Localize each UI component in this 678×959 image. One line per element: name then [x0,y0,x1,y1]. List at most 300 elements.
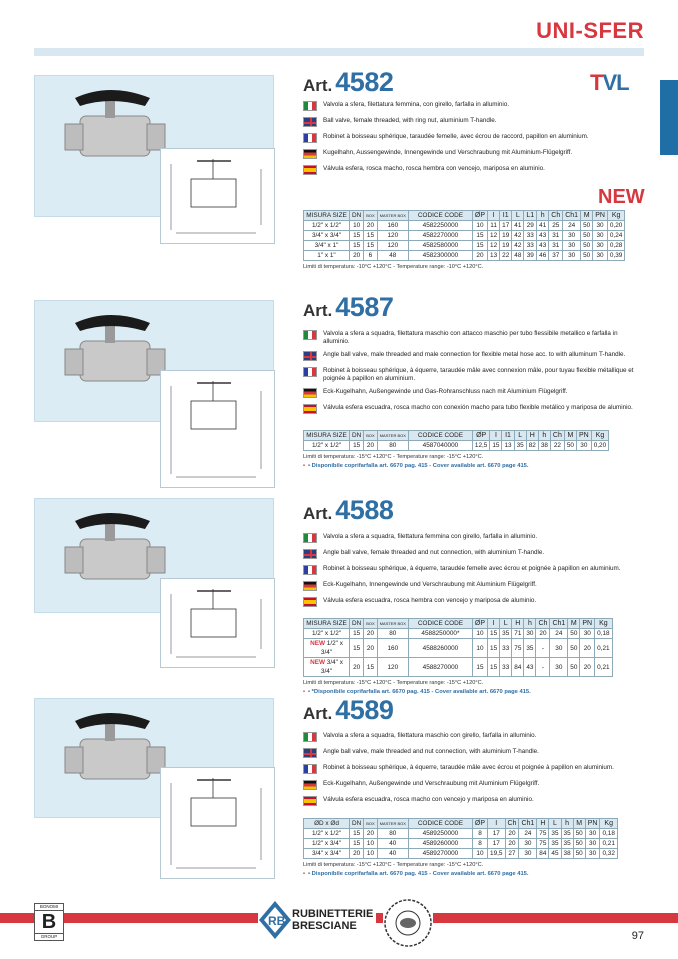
table-cell: 4587040000 [408,441,472,451]
table-cell: 40 [377,839,408,849]
column-header: ØP [472,819,487,829]
table-cell: 20 [536,629,550,639]
article-heading [303,292,393,323]
table-cell: 50 [581,231,593,241]
column-header: H [537,819,549,829]
table-cell: 71 [512,629,524,639]
table-cell: 33 [524,241,537,251]
spec-table-block [303,618,613,695]
description-es [303,796,645,806]
column-header: L [514,431,526,441]
column-header: h [538,431,550,441]
table-cell: 15 [364,658,377,677]
article-prefix: Art. [303,704,333,723]
table-cell: 31 [549,231,563,241]
column-header: DN [350,819,364,829]
table-cell: 40 [377,849,408,859]
table-cell: 11 [488,221,500,231]
description-text: Eck-Kugelhahn, Außengewinde und Verschraubung mit Aluminium Flügelgriff. [323,780,540,787]
table-cell: 17 [500,221,512,231]
description-text: Robinet à boisseau sphérique, à équerre, taraudée mâle avec écrou et poignée à papillon en aluminium. [323,764,614,771]
table-cell: 30 [580,629,595,639]
flag-de-icon [303,581,317,591]
table-cell: 3/4" x 3/4" [304,849,350,859]
table-cell: 20 [364,629,377,639]
table-cell: 30 [519,839,537,849]
new-label: NEW [310,640,327,647]
table-cell: 30 [585,829,600,839]
table-cell: 20 [350,251,364,261]
table-cell: 46 [537,251,549,261]
table-cell: 10 [472,639,487,658]
table-cell: 120 [377,241,408,251]
table-cell: 31 [549,241,563,251]
column-header: MASTER BOX [377,211,408,221]
cover-availability-note [303,463,609,469]
table-cell: 75 [537,829,549,839]
flag-fr-icon [303,133,317,143]
table-cell: 20 [350,658,364,677]
table-cell: 20 [350,849,364,859]
description-text: Válvula esfera escuadra, rosca macho con vencejo y mariposa en aluminio. [323,796,534,803]
flag-fr-icon [303,367,317,377]
bullet-icon: • [303,689,306,695]
temperature-note: Limiti di temperatura: -15°C +120°C - Temperature range: -15°C +120°C. [303,454,484,460]
description-text: Angle ball valve, female threaded and nut connection, with aluminium T-handle. [323,549,545,556]
spec-table [303,618,613,677]
table-cell: 0,20 [607,221,624,231]
svg-text:RB: RB [268,914,286,928]
column-header: M [564,431,576,441]
table-cell: 29 [524,221,537,231]
description-de [303,388,645,398]
table-row [304,839,618,849]
table-cell: 1/2" x 3/4" [304,839,350,849]
table-cell: 17 [488,829,505,839]
description-text: Eck-Kugelhahn, Innengewinde und Verschraubung mit Aluminium Flügelgriff. [323,581,537,588]
table-cell: 15 [350,829,364,839]
section-tab [660,80,678,155]
table-cell: 0,18 [595,629,612,639]
flag-it-icon [303,732,317,742]
table-cell: 45 [549,849,561,859]
technical-drawing [160,578,275,668]
flag-uk-icon [303,351,317,361]
table-cell: 30 [585,849,600,859]
article-number: 4582 [335,67,394,97]
page-number: 97 [631,930,644,942]
column-header: I1 [502,431,514,441]
table-cell: 41 [512,221,524,231]
column-header: Kg [591,431,608,441]
description-es [303,597,645,607]
flag-es-icon [303,796,317,806]
table-cell: 30 [585,839,600,849]
dimension-drawing [161,371,275,488]
table-cell: 50 [573,829,585,839]
table-cell: 30 [550,639,568,658]
temperature-note: Limiti di temperatura: -15°C +120°C - Temperature range: -15°C +120°C. [303,862,484,868]
article-heading [303,695,393,726]
table-cell: 4589260000 [408,839,472,849]
description-text: Robinet à boisseau sphérique, à équerre, taraudée femelle avec écrou et poignée à papillon en aluminium. [323,565,621,572]
table-cell: 20 [505,839,519,849]
table-cell: 24 [563,221,581,231]
column-header: CODICE CODE [408,819,472,829]
table-row [304,849,618,859]
table-cell: 33 [524,231,537,241]
table-cell: 30 [593,231,608,241]
dimension-drawing [161,149,275,244]
column-header: MISURA SIZE [304,211,350,221]
iso-seal-icon [383,898,433,948]
column-header: Kg [607,211,624,221]
table-cell: 15 [350,241,364,251]
logo-top-text: BONOMI [39,904,59,909]
column-header: M [573,819,585,829]
flag-es-icon [303,404,317,414]
column-header: L [549,819,561,829]
table-cell: 15 [490,441,502,451]
flag-it-icon [303,533,317,543]
spec-table-block [303,430,609,469]
column-header: BOX [364,819,377,829]
table-cell: 35 [514,441,526,451]
bonomi-group-logo [34,903,64,941]
description-text: Válvula esfera, rosca macho, rosca hembra con vencejo, mariposa en aluminio. [323,165,545,172]
table-cell: 19,5 [488,849,505,859]
table-cell: - [536,639,550,658]
table-cell: 3/4" x 3/4" [304,231,350,241]
table-cell: 35 [561,829,573,839]
table-cell: 0,20 [591,441,608,451]
description-text: Valvola a sfera a squadra, filettatura maschio con attacco maschio per tubo flessibile metallico e farfalla in alluminio. [323,330,618,345]
column-header: ØP [472,211,487,221]
flag-uk-icon [303,117,317,127]
company-line2: BRESCIANE [292,920,357,932]
table-cell: 35 [549,829,561,839]
table-cell: 24 [550,629,568,639]
column-header: L [512,211,524,221]
spec-table-header [304,431,609,441]
column-header: Ch [549,211,563,221]
table-cell: 38 [561,849,573,859]
table-cell: 3/4" x 1" [304,241,350,251]
table-cell: 8 [472,839,487,849]
description-de [303,149,645,159]
column-header: MASTER BOX [377,431,408,441]
table-cell: 50 [568,658,580,677]
column-header: h [537,211,549,221]
flag-es-icon [303,165,317,175]
table-cell: 41 [537,221,549,231]
brand-title: UNI-SFER [536,18,644,43]
column-header: I [490,431,502,441]
table-cell: 50 [564,441,576,451]
column-header: BOX [364,619,377,629]
description-text: Válvula esfera escuadra, rosca hembra con vencejo y mariposa de aluminio. [323,597,537,604]
table-cell: 15 [350,639,364,658]
table-cell: 22 [550,441,564,451]
description-de [303,581,645,591]
column-header: DN [350,211,364,221]
description-text: Robinet à boisseau sphérique, à équerre, taraudée mâle avec connexion mâle, pour tuyau flexible métallique et poignée à papillon en aluminium. [323,367,634,382]
description-fr [303,764,645,774]
temperature-note: Limiti di temperatura: -15°C +120°C - Temperature range: -15°C +120°C. [303,680,484,686]
table-cell: 33 [500,658,512,677]
table-cell: 15 [350,231,364,241]
table-cell: 30 [563,231,581,241]
technical-drawing [160,148,275,244]
table-cell: 1" x 1" [304,251,350,261]
table-cell: 120 [377,658,408,677]
table-cell: 10 [472,221,487,231]
flag-it-icon [303,330,317,340]
description-list [303,330,645,420]
description-text: Valvola a sfera a squadra, filettatura femmina con girello, farfalla in alluminio. [323,533,538,540]
table-cell: 20 [580,658,595,677]
article-prefix: Art. [303,76,333,95]
table-cell: 30 [563,251,581,261]
table-cell: 120 [377,231,408,241]
table-cell: 80 [377,629,408,639]
table-cell: 4582300000 [408,251,472,261]
table-cell: 75 [512,639,524,658]
table-cell: 20 [580,639,595,658]
table-cell: 20 [472,251,487,261]
table-cell: 15 [364,231,377,241]
description-es [303,165,645,175]
spec-table [303,210,625,261]
description-list [303,732,645,812]
column-header: Ch1 [550,619,568,629]
table-cell: 12 [488,241,500,251]
description-it [303,732,645,742]
table-cell: 12 [488,231,500,241]
bullet-icon: • [303,871,306,877]
table-row [304,241,625,251]
table-row [304,629,613,639]
table-row [304,221,625,231]
column-header: h [561,819,573,829]
table-cell: 20 [505,829,519,839]
description-list [303,533,645,613]
description-text: Robinet à boisseau sphérique, taraudée femelle, avec écrou de raccord, papillon en aluminium. [323,133,589,140]
spec-table [303,818,618,859]
table-cell: 35 [500,629,512,639]
table-cell: 0,39 [607,251,624,261]
column-header: Kg [595,619,612,629]
description-uk [303,549,645,559]
table-cell: 160 [377,639,408,658]
table-cell: 30 [593,241,608,251]
column-header: DN [350,431,364,441]
table-cell: 1/2" x 1/2" [304,441,350,451]
table-cell: 4588260000 [408,639,472,658]
column-header: ØD x Ød [304,819,350,829]
dimension-drawing [161,768,275,879]
table-cell: 15 [350,839,364,849]
description-text: Angle ball valve, male threaded and male connection for flexible metal hose acc. to with alluminum T-handle. [323,351,626,359]
column-header: BOX [364,211,377,221]
table-cell: 10 [472,629,487,639]
spec-table-header [304,211,625,221]
table-cell: 0,24 [607,231,624,241]
table-cell: 30 [576,441,591,451]
table-cell: 20 [364,441,377,451]
table-cell: 22 [500,251,512,261]
column-header: ØP [472,431,489,441]
column-header: ØP [472,619,487,629]
spec-table-header [304,819,618,829]
flag-fr-icon [303,764,317,774]
table-cell: 82 [526,441,538,451]
description-it [303,101,645,111]
description-text: Kugelhahn, Aussengewinde, Innengewinde und Verschraubung mit Aluminium-Flügelgriff. [323,149,573,156]
description-text: Valvola a sfera, filettatura femmina, con girello, farfalla in alluminio. [323,101,510,108]
flag-es-icon [303,597,317,607]
column-header: PN [593,211,608,221]
column-header: Ch1 [563,211,581,221]
description-uk [303,117,645,127]
table-cell: 30 [593,251,608,261]
table-cell: 33 [500,639,512,658]
table-cell: 15 [472,241,487,251]
flag-uk-icon [303,748,317,758]
table-cell: 80 [377,441,408,451]
article-prefix: Art. [303,504,333,523]
table-row [304,639,613,658]
table-cell: 30 [563,241,581,251]
article-number: 4589 [335,695,394,725]
company-line1: RUBINETTERIE [292,908,374,920]
table-cell: 30 [550,658,568,677]
table-cell: 10 [472,849,487,859]
column-header: L1 [524,211,537,221]
table-cell: 15 [472,231,487,241]
table-cell: 48 [512,251,524,261]
column-header: PN [576,431,591,441]
cover-availability-note [303,871,618,877]
table-row [304,658,613,677]
column-header: BOX [364,431,377,441]
bullet-icon: • [303,463,306,469]
table-cell: 4582270000 [408,231,472,241]
table-cell: 0,21 [600,839,617,849]
column-header: Kg [600,819,617,829]
table-cell: 20 [364,221,377,231]
table-cell: NEW 3/4" x 3/4" [304,658,350,677]
article-number: 4588 [335,495,394,525]
description-fr [303,565,645,575]
column-header: Ch1 [519,819,537,829]
table-cell: 15 [488,639,500,658]
table-cell: 12,5 [472,441,489,451]
description-text: Ball valve, female threaded, with ring nut, aluminium T-handle. [323,117,497,124]
table-cell: 10 [364,839,377,849]
table-row [304,231,625,241]
table-cell: 160 [377,221,408,231]
table-cell: 8 [472,829,487,839]
table-cell: 30 [593,221,608,231]
table-cell: 20 [364,829,377,839]
table-cell: 25 [549,221,563,231]
new-label: NEW [310,659,327,666]
table-cell: 50 [581,241,593,251]
technical-drawing [160,370,275,488]
column-header: I [488,619,500,629]
column-header: Ch [505,819,519,829]
table-cell: 84 [537,849,549,859]
technical-drawing [160,767,275,879]
column-header: I [488,819,505,829]
rubinetterie-bresciane-logo [258,900,376,942]
table-cell: 0,18 [600,829,617,839]
table-cell: 24 [519,829,537,839]
column-header: M [568,619,580,629]
temperature-note: Limiti di temperatura: -10°C +120°C - Temperature range: -10°C +120°C. [303,264,484,270]
table-cell: 17 [488,839,505,849]
table-cell: 13 [488,251,500,261]
top-band [34,48,644,56]
table-cell: 50 [573,849,585,859]
table-cell: 4588270000 [408,658,472,677]
description-list [303,101,645,181]
column-header: MISURA SIZE [304,619,350,629]
flag-it-icon [303,101,317,111]
table-cell: 50 [581,251,593,261]
table-cell: 0,21 [595,639,612,658]
table-cell: 15 [350,629,364,639]
column-header: H [526,431,538,441]
cover-availability-text: • *Disponibile coprifarfalla art. 6670 pag. 415 - Cover available art. 6670 page 415. [308,689,531,695]
description-uk [303,351,645,361]
column-header: MISURA SIZE [304,431,350,441]
table-cell: 0,21 [595,658,612,677]
table-cell: 37 [549,251,563,261]
column-header: h [524,619,536,629]
table-cell: NEW 1/2" x 3/4" [304,639,350,658]
flag-de-icon [303,388,317,398]
article-number: 4587 [335,292,394,322]
rb-diamond-icon [258,900,292,940]
column-header: I1 [500,211,512,221]
column-header: H [512,619,524,629]
spec-table-block [303,818,618,877]
article-prefix: Art. [303,301,333,320]
column-header: I [488,211,500,221]
table-cell: 10 [350,221,364,231]
column-header: M [581,211,593,221]
column-header: Ch [550,431,564,441]
table-cell: 19 [500,241,512,251]
table-cell: 1/2" x 1/2" [304,629,350,639]
table-cell: 48 [377,251,408,261]
table-row [304,829,618,839]
table-cell: 10 [364,849,377,859]
table-cell: - [536,658,550,677]
dimension-drawing [161,579,275,668]
flag-fr-icon [303,565,317,575]
description-text: Valvola a sfera a squadra, filettatura maschio con girello, farfalla in alluminio. [323,732,537,739]
table-cell: 13 [502,441,514,451]
table-cell: 30 [524,629,536,639]
table-cell: 50 [568,639,580,658]
logo-bottom-text: GROUP [40,934,58,939]
table-row [304,441,609,451]
description-fr [303,133,645,143]
flag-de-icon [303,780,317,790]
